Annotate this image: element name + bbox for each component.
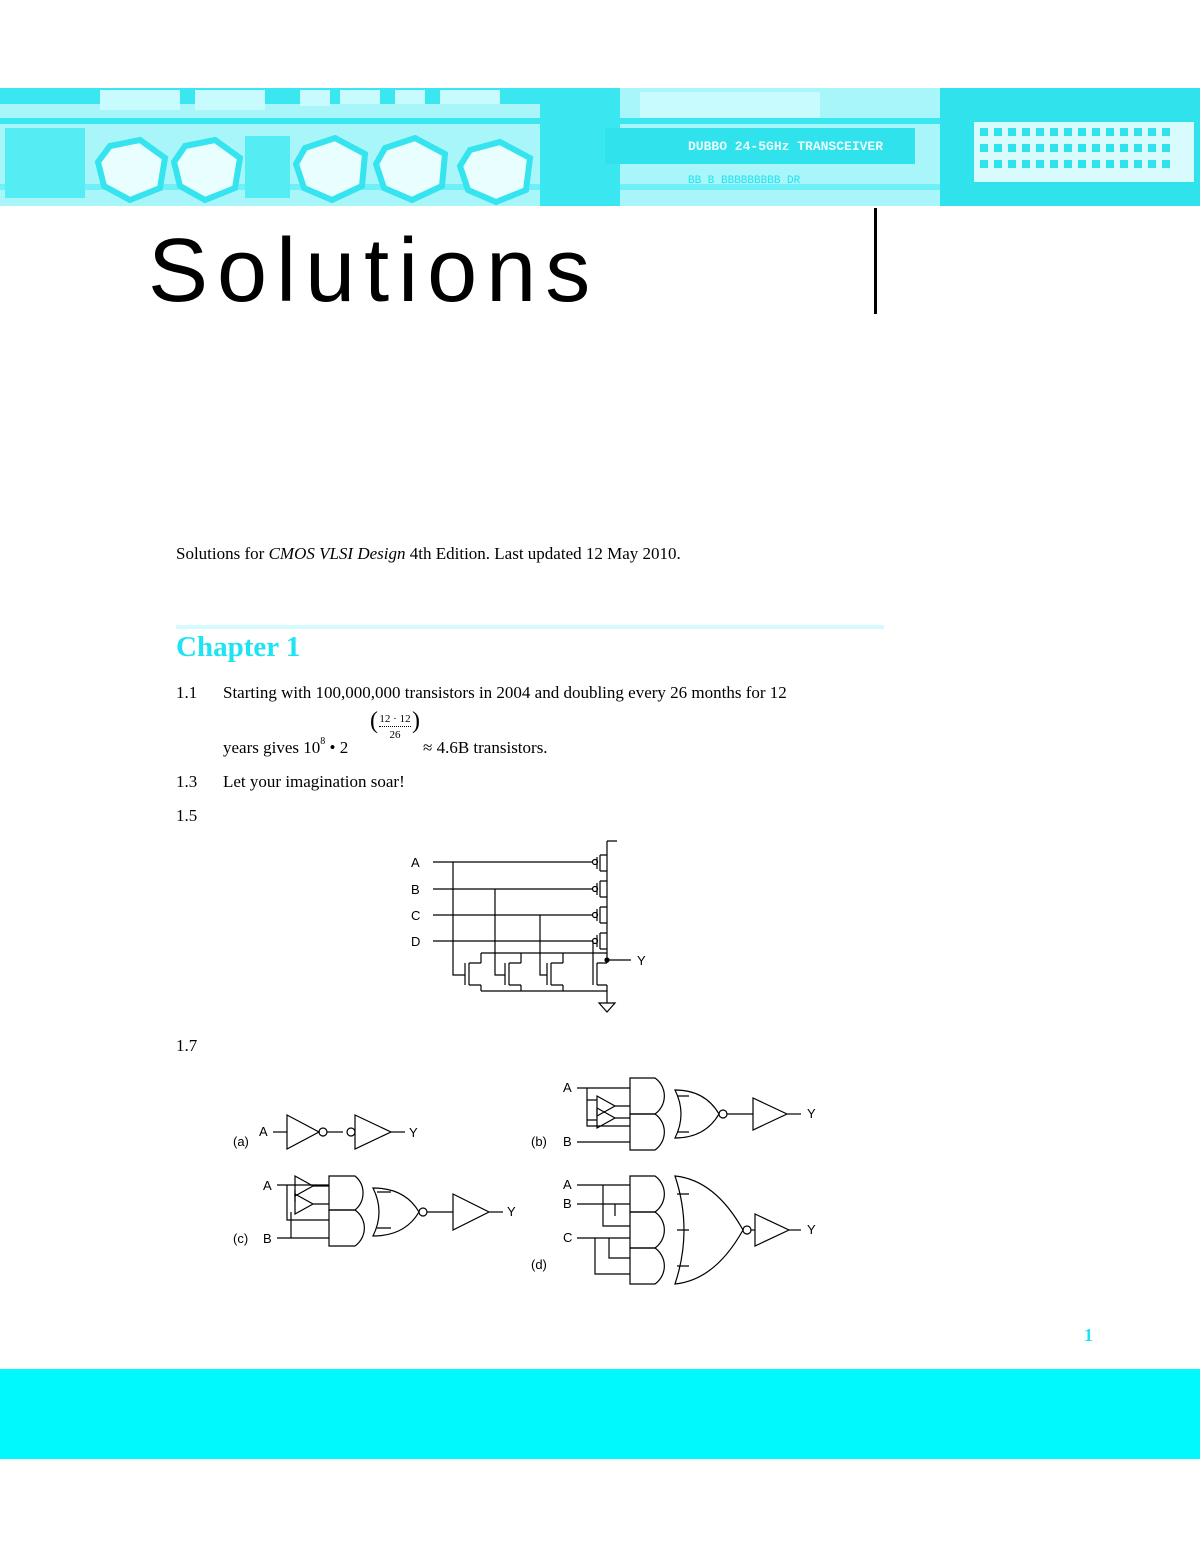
inverter-icon	[295, 1194, 313, 1214]
schematic-b	[531, 1078, 816, 1150]
inverter-icon	[287, 1115, 319, 1149]
and-gate-icon	[630, 1248, 664, 1284]
pmos-stack	[593, 855, 608, 960]
inverter-icon	[295, 1176, 313, 1196]
input-label-a: A	[411, 855, 420, 870]
problem-1-1-prefix: years gives 10	[223, 738, 321, 757]
problem-number: 1.3	[176, 772, 198, 791]
footer-band	[0, 1369, 1200, 1459]
input-label-a: A	[263, 1178, 272, 1193]
output-label-y: Y	[637, 953, 646, 968]
input-label-b: B	[411, 882, 420, 897]
output-label-y: Y	[409, 1125, 418, 1140]
output-label-y: Y	[807, 1222, 816, 1237]
input-label-c: C	[411, 908, 421, 923]
ground-icon	[599, 1003, 615, 1012]
nor-gate-icon	[373, 1188, 419, 1236]
problem-number: 1.5	[176, 806, 198, 825]
output-label-y: Y	[807, 1106, 816, 1121]
gate-schematics	[225, 1070, 835, 1292]
output-label-y: Y	[507, 1204, 516, 1219]
edition-note-prefix: Solutions for	[176, 544, 269, 563]
circuit-banner-image	[0, 88, 1200, 206]
page-title: Solutions	[148, 221, 600, 321]
and-gate-icon	[329, 1210, 364, 1246]
banner-chip-text-2: BB B BBBBBBBBB DR	[688, 175, 801, 187]
problem-1-1-line-1: Starting with 100,000,000 transistors in 2004 and doubling every 26 months for 12	[223, 683, 787, 702]
title-rule	[874, 208, 877, 314]
chapter-rule	[176, 625, 884, 629]
tag-a: (a)	[233, 1134, 249, 1149]
fraction-bar	[379, 726, 411, 727]
input-label-d: D	[411, 934, 421, 949]
problem-1-1-suffix: ≈ 4.6B transistors.	[423, 738, 548, 757]
problem-1-3-text: Let your imagination soar!	[223, 772, 405, 791]
fraction-denominator: 26	[389, 729, 401, 741]
inverter-icon	[355, 1115, 391, 1149]
problem-1-1-mid: • 2	[325, 738, 349, 757]
nor4-transistor-schematic	[395, 835, 655, 1015]
tag-c: (c)	[233, 1231, 249, 1246]
input-label-a: A	[563, 1080, 572, 1095]
schematic-a	[233, 1115, 418, 1149]
inverter-icon	[453, 1194, 489, 1230]
input-label-c: C	[563, 1230, 573, 1245]
problem-1-1-line-2	[223, 736, 349, 757]
paren-left: (	[370, 708, 378, 734]
tag-d: (d)	[531, 1257, 547, 1272]
schematic-d	[531, 1176, 816, 1284]
exponent-8: 8	[320, 736, 326, 747]
paren-right: )	[412, 708, 420, 734]
input-label-a: A	[259, 1124, 268, 1139]
page-number: 1	[1084, 1325, 1093, 1345]
inverter-icon	[753, 1098, 787, 1130]
and-gate-icon	[329, 1176, 363, 1210]
input-label-b: B	[263, 1231, 272, 1246]
input-label-b: B	[563, 1134, 572, 1149]
fraction-numerator: 12 · 12	[379, 713, 411, 725]
chapter-heading: Chapter 1	[176, 631, 301, 663]
and-gate-icon	[630, 1078, 664, 1114]
edition-note-suffix: 4th Edition. Last updated 12 May 2010.	[405, 544, 681, 563]
nor-gate-icon	[675, 1090, 719, 1138]
exponent-fraction	[370, 710, 420, 742]
edition-note	[176, 545, 681, 562]
and-gate-icon	[630, 1176, 664, 1212]
problem-number: 1.1	[176, 683, 198, 702]
banner-chip-text: DUBBO 24-5GHz TRANSCEIVER	[688, 139, 884, 154]
inverter-icon	[755, 1214, 789, 1246]
book-title: CMOS VLSI Design	[268, 544, 406, 563]
tag-b: (b)	[531, 1134, 547, 1149]
and-gate-icon	[630, 1114, 664, 1150]
input-label-a: A	[563, 1177, 572, 1192]
and-gate-icon	[630, 1212, 664, 1248]
problem-number: 1.7	[176, 1036, 198, 1055]
nmos-bank	[465, 953, 607, 1003]
schematic-c	[233, 1176, 516, 1246]
input-label-b: B	[563, 1196, 572, 1211]
